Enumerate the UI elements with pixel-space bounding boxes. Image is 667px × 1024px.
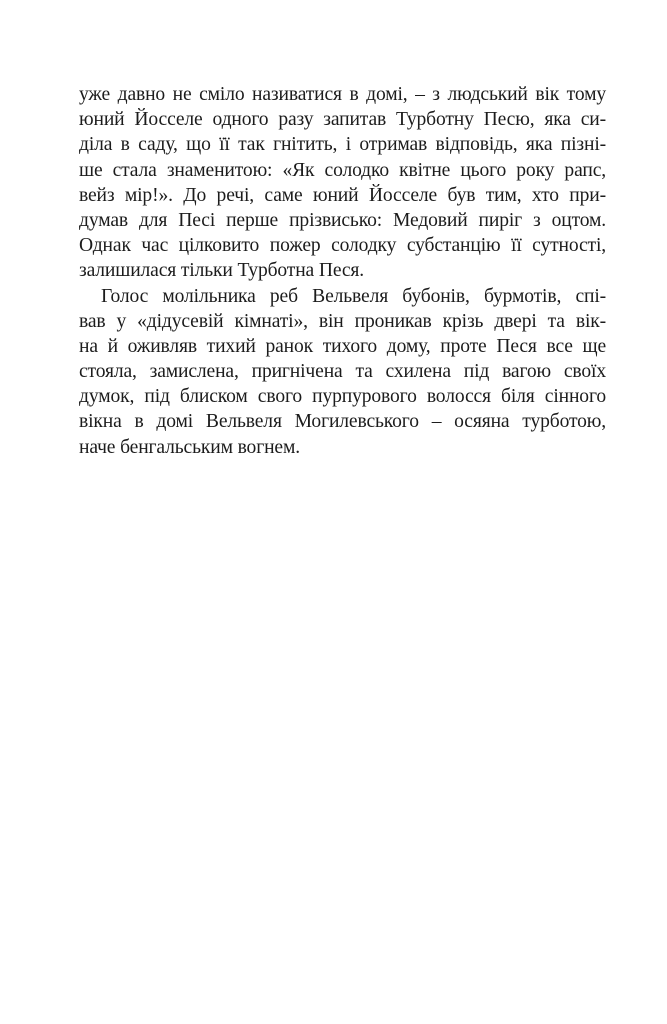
text-line: діла в саду, що її так гнітить, і отримав відповідь, яка пізні- [79,134,606,156]
text-line: юний Йосселе одного разу запитав Турботну Песю, яка си- [79,109,606,131]
text-line: стояла, замислена, пригнічена та схилена під вагою своїх [79,361,606,383]
text-line: уже давно не сміло називатися в домі, – з людський вік тому [79,84,606,105]
text-line: Однак час цілковито пожер солодку субстанцію її сутності, [79,235,606,257]
text-line: думав для Песі перше прізвисько: Медовий пиріг з оцтом. [79,209,606,231]
text-line: на й оживляв тихий ранок тихого дому, проте Песя все ще [79,335,606,357]
paragraph-1 [79,82,606,284]
text-line: думок, під блиском свого пурпурового волосся біля сінного [79,386,606,408]
document-page [79,82,606,460]
text-line: вікна в домі Вельвеля Могилевського – осяяна турботою, [79,411,606,433]
text-line: вейз мір!». До речі, саме юний Йосселе був тим, хто при- [79,184,606,206]
text-line: наче бенгальським вогнем. [79,436,300,458]
text-line: залишилася тільки Турботна Песя. [79,260,365,282]
paragraph-2 [79,284,606,460]
text-line: ше стала знаменитою: «Як солодко квітне цього року рапс, [79,159,606,181]
text-line: Голос молільника реб Вельвеля бубонів, бурмотів, спі- [101,285,606,307]
text-line: вав у «дідусевій кімнаті», він проникав крізь двері та вік- [79,310,606,332]
